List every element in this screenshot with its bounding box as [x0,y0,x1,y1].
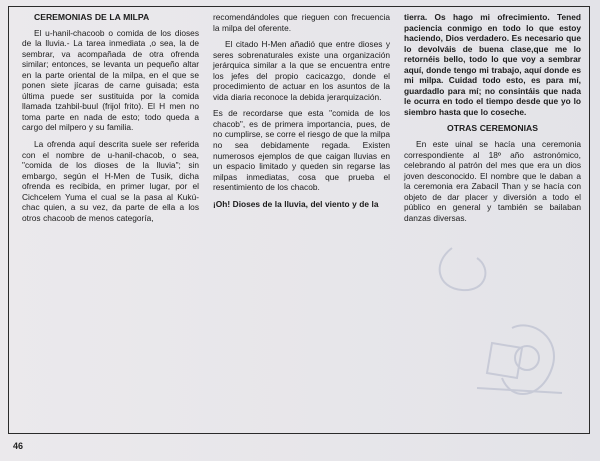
section-heading: OTRAS CEREMONIAS [447,123,538,134]
column-middle [213,12,390,215]
paragraph: La ofrenda aquí descrita suele ser referida con el nombre de u-hanil-chacob, o sea, "comida de los dioses de la lluvia"; sin embargo, según el H-Men de Tusik, dicha ofrenda es recibida, en primer lugar, por el Cichcelem Yuma el cual se la pasa al Kukú-chac quien, a su vez, da parte de ella a los otros chacoob de menos categoría, [22,139,199,223]
section-heading: CEREMONIAS DE LA MILPA [34,12,150,22]
page-number: 46 [13,441,24,451]
paragraph: Es de recordarse que esta "comida de los chacob", es de primera importancia, pues, de no cumplirse, se corre el riesgo de que la milpa no sea debidamente regada. Existen numerosos ejemplos de que caigan lluvias en un espacio limitado y queden sin regarse las milpas inmediatas, cosa que prueba el resentimiento de los chacob. [213,108,390,193]
paragraph: El u-hanil-chacoob o comida de los dioses de la lluvia.- La tarea inmediata ,o sea, la de sembrar, va acompañada de otra ofrenda similar; entonces, se levanta un pequeño altar en la parte oriental de la milpa, en el que se ponen siete jícaras de carne guisada; esta última puede ser sustituida por la comida llamada tzahbil-buul (frijol frito). El H men no toma parte en nada de esto; todo queda a cargo del milpero y su familia. [22,27,199,133]
paragraph: tierra. Os hago mi ofrecimiento. Tened paciencia conmigo en todo lo que estoy haciendo, Dios verdadero. Es necesario que lo devolváis de buena clase,que me lo retornéis bello, todo lo que voy a sembrar aquí, donde tengo mi trabajo, aquí donde es mi milpa. Cuidad todo esto, es para mí, guardadlo para mí; no consintáis que nada le ocurra en todo el tiempo desde que yo lo siembro hasta que lo coseche. [404,12,581,117]
paragraph: El citado H-Men añadió que entre dioses y seres sobrenaturales existe una organización jerárquica similar a la que se encuentra entre los jefes del propio cacicazgo, donde el procedimiento de actuar en los asuntos de la vida diaria reconoce la debida jerarquización. [213,39,390,102]
paragraph: En este uinal se hacía una ceremonia correspondiente al 18º año astronómico, celebrando al patrón del mes que era un dios joven desconocido. El nombre que le daban a la ceremonia era Zabacil Than y se hacía con objeto de dar placer y diversión a todo el público en general y también se bailaban danzas diversas. [404,139,581,223]
column-left [22,12,199,229]
paragraph: recomendándoles que rieguen con frecuencia la milpa del oferente. [213,12,390,33]
column-right [404,12,581,229]
paragraph: ¡Oh! Dioses de la lluvia, del viento y de la [213,198,379,209]
